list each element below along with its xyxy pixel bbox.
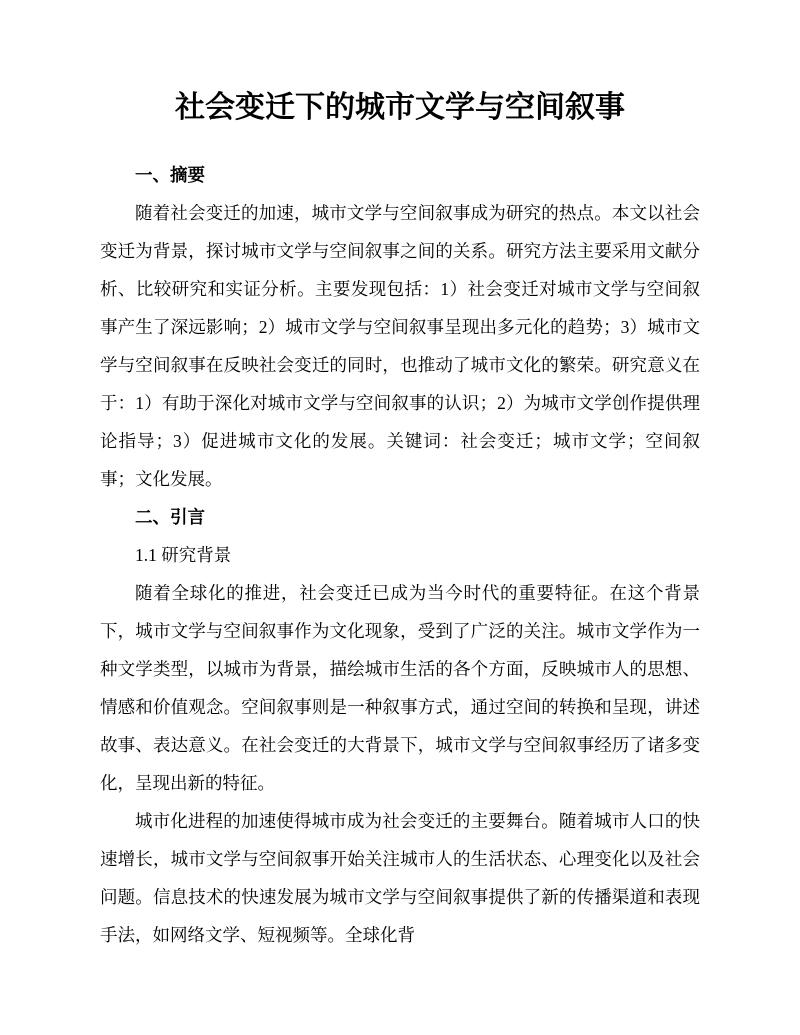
abstract-paragraph: 随着社会变迁的加速，城市文学与空间叙事成为研究的热点。本文以社会变迁为背景，探讨城市文学与空间叙事之间的关系。研究方法主要采用文献分析、比较研究和实证分析。主要发现包括：1）社会变迁对城市文学与空间叙事产生了深远影响；2）城市文学与空间叙事呈现出多元化的趋势；3）城市文学与空间叙事在反映社会变迁的同时，也推动了城市文化的繁荣。研究意义在于：1）有助于深化对城市文学与空间叙事的认识；2）为城市文学创作提供理论指导；3）促进城市文化的发展。关键词：社会变迁；城市文学；空间叙事；文化发展。 — [100, 203, 700, 489]
introduction-paragraph-2: 城市化进程的加速使得城市成为社会变迁的主要舞台。随着城市人口的快速增长，城市文学与空间叙事开始关注城市人的生活状态、心理变化以及社会问题。信息技术的快速发展为城市文学与空间叙事提供了新的传播渠道和表现手法，如网络文学、短视频等。全球化背 — [100, 811, 700, 945]
document-title: 社会变迁下的城市文学与空间叙事 — [175, 91, 625, 124]
introduction-paragraph-1: 随着全球化的推进，社会变迁已成为当今时代的重要特征。在这个背景下，城市文学与空间叙事作为文化现象，受到了广泛的关注。城市文学作为一种文学类型，以城市为背景，描绘城市生活的各个方面，反映城市人的思想、情感和价值观念。空间叙事则是一种叙事方式，通过空间的转换和呈现，讲述故事、表达意义。在社会变迁的大背景下，城市文学与空间叙事经历了诸多变化，呈现出新的特征。 — [100, 583, 700, 793]
subsection-heading-research-background: 1.1 研究背景 — [135, 545, 232, 565]
section-heading-introduction: 二、引言 — [135, 507, 205, 527]
document-body — [100, 156, 700, 954]
section-heading-abstract: 一、摘要 — [135, 165, 205, 185]
